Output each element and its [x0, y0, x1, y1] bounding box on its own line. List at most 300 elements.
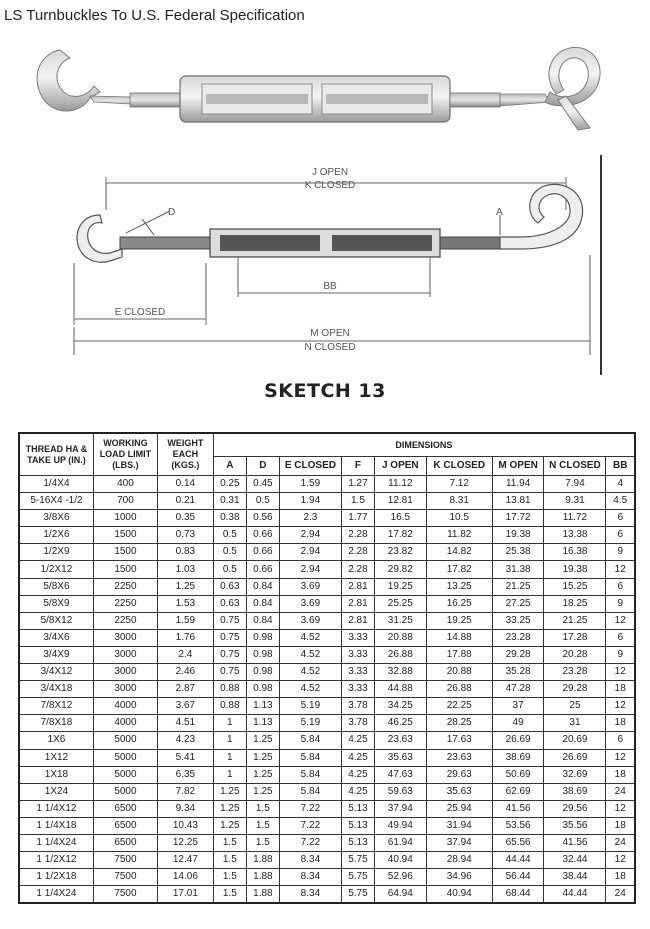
table-cell: 11.94 [492, 476, 544, 493]
table-cell: 0.83 [157, 544, 213, 561]
table-cell: 65.56 [492, 834, 544, 851]
table-cell: 12.25 [157, 834, 213, 851]
table-row [19, 646, 635, 663]
table-row [19, 732, 635, 749]
table-cell: 1/2X9 [19, 544, 93, 561]
table-cell: 11.72 [544, 510, 606, 527]
table-cell: 3000 [93, 646, 157, 663]
label-m-open: M OPEN [310, 328, 350, 339]
table-cell: 9 [606, 646, 635, 663]
table-cell: 0.98 [246, 629, 279, 646]
table-cell: 26.69 [544, 749, 606, 766]
table-cell: 7500 [93, 869, 157, 886]
table-cell: 0.5 [246, 493, 279, 510]
table-cell: 62.69 [492, 783, 544, 800]
table-cell: 23.28 [492, 629, 544, 646]
table-cell: 12 [606, 612, 635, 629]
table-cell: 2.94 [279, 544, 341, 561]
header-dim-col: K CLOSED [426, 457, 492, 476]
table-cell: 25.25 [374, 595, 426, 612]
table-cell: 31.94 [426, 817, 492, 834]
table-cell: 0.75 [213, 629, 246, 646]
table-cell: 1/2X6 [19, 527, 93, 544]
table-cell: 31.25 [374, 612, 426, 629]
table-cell: 2250 [93, 612, 157, 629]
table-cell: 38.69 [492, 749, 544, 766]
table-cell: 29.28 [492, 646, 544, 663]
table-cell: 7500 [93, 886, 157, 904]
table-cell: 6 [606, 578, 635, 595]
table-cell: 32.44 [544, 852, 606, 869]
table-cell: 24 [606, 783, 635, 800]
table-cell: 1.76 [157, 629, 213, 646]
table-cell: 18 [606, 817, 635, 834]
label-k-closed: K CLOSED [304, 180, 356, 191]
table-cell: 1 [213, 749, 246, 766]
table-cell: 11.82 [426, 527, 492, 544]
table-cell: 1.13 [246, 715, 279, 732]
table-cell: 31 [544, 715, 606, 732]
table-cell: 4.52 [279, 629, 341, 646]
table-cell: 21.25 [544, 612, 606, 629]
table-cell: 12 [606, 664, 635, 681]
header-dim-col: BB [606, 457, 635, 476]
table-cell: 3.69 [279, 578, 341, 595]
header-dim-col: N CLOSED [544, 457, 606, 476]
table-cell: 10.43 [157, 817, 213, 834]
table-cell: 22.25 [426, 698, 492, 715]
table-cell: 6.35 [157, 766, 213, 783]
table-cell: 23.28 [544, 664, 606, 681]
table-cell: 0.56 [246, 510, 279, 527]
table-cell: 3/4X6 [19, 629, 93, 646]
table-cell: 1.25 [213, 783, 246, 800]
table-cell: 3/4X9 [19, 646, 93, 663]
table-cell: 29.82 [374, 561, 426, 578]
table-cell: 0.66 [246, 561, 279, 578]
table-cell: 4.25 [341, 749, 374, 766]
table-row [19, 493, 635, 510]
table-cell: 4.23 [157, 732, 213, 749]
table-cell: 0.35 [157, 510, 213, 527]
table-cell: 0.21 [157, 493, 213, 510]
table-cell: 59.63 [374, 783, 426, 800]
table-cell: 14.88 [426, 629, 492, 646]
table-cell: 7.94 [544, 476, 606, 493]
table-cell: 18.25 [544, 595, 606, 612]
table-cell: 5.84 [279, 766, 341, 783]
table-cell: 7.82 [157, 783, 213, 800]
table-cell: 0.98 [246, 664, 279, 681]
table-cell: 3/4X18 [19, 681, 93, 698]
table-cell: 38.69 [544, 783, 606, 800]
table-cell: 1 [213, 766, 246, 783]
table-cell: 2250 [93, 578, 157, 595]
header-dimensions: DIMENSIONS [213, 433, 635, 457]
table-cell: 32.88 [374, 664, 426, 681]
table-row [19, 578, 635, 595]
table-cell: 2.81 [341, 612, 374, 629]
table-cell: 0.31 [213, 493, 246, 510]
table-cell: 25 [544, 698, 606, 715]
table-cell: 19.38 [492, 527, 544, 544]
table-cell: 1.5 [341, 493, 374, 510]
table-cell: 1 1/4X24 [19, 834, 93, 851]
table-cell: 37.94 [374, 800, 426, 817]
table-cell: 3000 [93, 629, 157, 646]
table-cell: 1.5 [246, 834, 279, 851]
table-cell: 40.94 [374, 852, 426, 869]
table-cell: 46.25 [374, 715, 426, 732]
table-cell: 0.66 [246, 527, 279, 544]
table-cell: 35.28 [492, 664, 544, 681]
table-row [19, 612, 635, 629]
table-cell: 29.56 [544, 800, 606, 817]
table-row [19, 595, 635, 612]
table-cell: 4.25 [341, 783, 374, 800]
table-cell: 37.94 [426, 834, 492, 851]
table-cell: 44.44 [492, 852, 544, 869]
table-cell: 5.84 [279, 783, 341, 800]
table-cell: 49.94 [374, 817, 426, 834]
table-cell: 1 1/2X18 [19, 869, 93, 886]
table-cell: 3000 [93, 681, 157, 698]
table-cell: 12 [606, 698, 635, 715]
table-cell: 17.28 [544, 629, 606, 646]
table-cell: 0.75 [213, 646, 246, 663]
table-cell: 1 1/4X18 [19, 817, 93, 834]
table-cell: 26.88 [374, 646, 426, 663]
table-cell: 17.82 [374, 527, 426, 544]
table-cell: 0.63 [213, 595, 246, 612]
table-cell: 2.4 [157, 646, 213, 663]
table-cell: 9 [606, 544, 635, 561]
table-row [19, 886, 635, 904]
table-cell: 23.82 [374, 544, 426, 561]
table-cell: 13.81 [492, 493, 544, 510]
table-cell: 35.63 [374, 749, 426, 766]
header-thread: THREAD HA & TAKE UP (IN.) [19, 433, 93, 476]
table-cell: 7/8X18 [19, 715, 93, 732]
table-cell: 4.5 [606, 493, 635, 510]
table-cell: 1X6 [19, 732, 93, 749]
table-cell: 10.5 [426, 510, 492, 527]
table-cell: 0.14 [157, 476, 213, 493]
table-cell: 52.96 [374, 869, 426, 886]
label-n-closed: N CLOSED [304, 342, 356, 353]
table-cell: 1.03 [157, 561, 213, 578]
table-cell: 4.52 [279, 646, 341, 663]
header-dim-col: J OPEN [374, 457, 426, 476]
dimension-diagram [30, 155, 610, 375]
table-cell: 2.87 [157, 681, 213, 698]
table-cell: 0.98 [246, 646, 279, 663]
table-cell: 5.13 [341, 817, 374, 834]
table-cell: 5/8X9 [19, 595, 93, 612]
table-cell: 5.41 [157, 749, 213, 766]
table-cell: 18 [606, 766, 635, 783]
table-cell: 0.88 [213, 698, 246, 715]
label-a: A [496, 207, 503, 218]
table-cell: 12.47 [157, 852, 213, 869]
sketch-label: SKETCH 13 [264, 380, 386, 402]
table-cell: 1.88 [246, 869, 279, 886]
table-cell: 9 [606, 595, 635, 612]
table-cell: 4.52 [279, 664, 341, 681]
table-cell: 1 1/4X12 [19, 800, 93, 817]
table-cell: 34.25 [374, 698, 426, 715]
table-cell: 26.69 [492, 732, 544, 749]
table-cell: 5000 [93, 732, 157, 749]
table-cell: 1.5 [213, 852, 246, 869]
table-cell: 12 [606, 852, 635, 869]
table-cell: 0.63 [213, 578, 246, 595]
table-cell: 0.75 [213, 612, 246, 629]
table-cell: 17.63 [426, 732, 492, 749]
table-cell: 1.88 [246, 886, 279, 904]
table-cell: 0.84 [246, 612, 279, 629]
table-cell: 6500 [93, 800, 157, 817]
table-cell: 9.31 [544, 493, 606, 510]
table-cell: 1.25 [213, 817, 246, 834]
table-cell: 47.28 [492, 681, 544, 698]
table-cell: 25.94 [426, 800, 492, 817]
table-cell: 1.25 [246, 749, 279, 766]
table-row [19, 510, 635, 527]
table-cell: 1.25 [246, 766, 279, 783]
table-cell: 41.56 [544, 834, 606, 851]
table-cell: 3.33 [341, 646, 374, 663]
table-row [19, 834, 635, 851]
table-cell: 3.78 [341, 715, 374, 732]
table-row [19, 766, 635, 783]
table-cell: 1 [213, 732, 246, 749]
table-cell: 0.88 [213, 681, 246, 698]
table-cell: 26.88 [426, 681, 492, 698]
table-cell: 400 [93, 476, 157, 493]
table-cell: 4.52 [279, 681, 341, 698]
table-cell: 0.98 [246, 681, 279, 698]
table-cell: 24 [606, 886, 635, 904]
table-cell: 53.56 [492, 817, 544, 834]
table-cell: 29.63 [426, 766, 492, 783]
table-cell: 4000 [93, 715, 157, 732]
table-cell: 5-16X4 -1/2 [19, 493, 93, 510]
table-cell: 44.88 [374, 681, 426, 698]
table-row [19, 715, 635, 732]
table-cell: 13.38 [544, 527, 606, 544]
table-cell: 1.25 [246, 732, 279, 749]
table-cell: 3/4X12 [19, 664, 93, 681]
table-cell: 700 [93, 493, 157, 510]
table-cell: 12 [606, 749, 635, 766]
table-cell: 5000 [93, 749, 157, 766]
table-cell: 2.46 [157, 664, 213, 681]
page-title: LS Turnbuckles To U.S. Federal Specification [4, 7, 305, 24]
table-cell: 37 [492, 698, 544, 715]
table-cell: 5.84 [279, 749, 341, 766]
table-row [19, 476, 635, 493]
table-row [19, 561, 635, 578]
table-row [19, 681, 635, 698]
table-cell: 1.53 [157, 595, 213, 612]
table-cell: 1.59 [279, 476, 341, 493]
table-cell: 1000 [93, 510, 157, 527]
table-cell: 61.94 [374, 834, 426, 851]
table-cell: 9.34 [157, 800, 213, 817]
table-cell: 0.25 [213, 476, 246, 493]
table-cell: 2.28 [341, 561, 374, 578]
header-dim-col: M OPEN [492, 457, 544, 476]
table-cell: 1.5 [213, 834, 246, 851]
table-cell: 68.44 [492, 886, 544, 904]
table-cell: 2.3 [279, 510, 341, 527]
table-cell: 1 1/2X12 [19, 852, 93, 869]
table-cell: 8.31 [426, 493, 492, 510]
table-cell: 5.13 [341, 834, 374, 851]
table-cell: 17.01 [157, 886, 213, 904]
table-row [19, 698, 635, 715]
table-cell: 5000 [93, 766, 157, 783]
table-cell: 23.63 [426, 749, 492, 766]
table-cell: 1.88 [246, 852, 279, 869]
header-dim-col: D [246, 457, 279, 476]
table-cell: 0.84 [246, 578, 279, 595]
table-row [19, 852, 635, 869]
table-cell: 1.13 [246, 698, 279, 715]
table-cell: 1/4X4 [19, 476, 93, 493]
table-cell: 50.69 [492, 766, 544, 783]
table-cell: 6 [606, 629, 635, 646]
table-cell: 13.25 [426, 578, 492, 595]
table-cell: 1500 [93, 527, 157, 544]
table-cell: 19.38 [544, 561, 606, 578]
table-cell: 40.94 [426, 886, 492, 904]
table-cell: 1.25 [246, 783, 279, 800]
table-cell: 11.12 [374, 476, 426, 493]
table-cell: 1.5 [213, 886, 246, 904]
table-cell: 0.45 [246, 476, 279, 493]
table-cell: 0.75 [213, 664, 246, 681]
table-cell: 1 1/4X24 [19, 886, 93, 904]
table-cell: 28.25 [426, 715, 492, 732]
table-cell: 41.56 [492, 800, 544, 817]
table-cell: 4 [606, 476, 635, 493]
table-cell: 2.28 [341, 527, 374, 544]
table-cell: 33.25 [492, 612, 544, 629]
table-cell: 3.33 [341, 681, 374, 698]
table-cell: 1X18 [19, 766, 93, 783]
table-cell: 31.38 [492, 561, 544, 578]
table-cell: 23.63 [374, 732, 426, 749]
table-cell: 2250 [93, 595, 157, 612]
table-cell: 35.56 [544, 817, 606, 834]
table-row [19, 527, 635, 544]
table-cell: 0.66 [246, 544, 279, 561]
table-cell: 5.13 [341, 800, 374, 817]
table-cell: 47.63 [374, 766, 426, 783]
table-cell: 17.88 [426, 646, 492, 663]
table-cell: 18 [606, 681, 635, 698]
table-cell: 49 [492, 715, 544, 732]
table-cell: 1.59 [157, 612, 213, 629]
table-cell: 20.88 [374, 629, 426, 646]
table-cell: 35.63 [426, 783, 492, 800]
table-cell: 4.25 [341, 732, 374, 749]
table-cell: 0.5 [213, 544, 246, 561]
table-cell: 1.77 [341, 510, 374, 527]
table-cell: 25.38 [492, 544, 544, 561]
header-weight: WEIGHT EACH (KGS.) [157, 433, 213, 476]
table-cell: 1.27 [341, 476, 374, 493]
table-cell: 1X24 [19, 783, 93, 800]
table-cell: 6 [606, 527, 635, 544]
table-cell: 0.73 [157, 527, 213, 544]
table-cell: 3.33 [341, 664, 374, 681]
table-cell: 18 [606, 869, 635, 886]
table-row [19, 783, 635, 800]
table-cell: 2.94 [279, 561, 341, 578]
header-dim-col: E CLOSED [279, 457, 341, 476]
table-cell: 4000 [93, 698, 157, 715]
table-cell: 27.25 [492, 595, 544, 612]
table-cell: 8.34 [279, 886, 341, 904]
table-cell: 1.5 [213, 869, 246, 886]
table-cell: 14.82 [426, 544, 492, 561]
table-cell: 20.69 [544, 732, 606, 749]
table-row [19, 869, 635, 886]
table-cell: 12.81 [374, 493, 426, 510]
table-cell: 7.12 [426, 476, 492, 493]
table-cell: 16.5 [374, 510, 426, 527]
table-cell: 5.75 [341, 852, 374, 869]
table-cell: 16.38 [544, 544, 606, 561]
header-dim-col: F [341, 457, 374, 476]
table-cell: 28.94 [426, 852, 492, 869]
table-cell: 12 [606, 561, 635, 578]
table-cell: 3/8X6 [19, 510, 93, 527]
table-cell: 2.81 [341, 595, 374, 612]
table-row [19, 664, 635, 681]
table-cell: 64.94 [374, 886, 426, 904]
table-cell: 7.22 [279, 817, 341, 834]
table-cell: 1.5 [246, 817, 279, 834]
table-cell: 4.25 [341, 766, 374, 783]
table-cell: 7/8X12 [19, 698, 93, 715]
table-cell: 5.75 [341, 869, 374, 886]
table-cell: 7.22 [279, 834, 341, 851]
table-cell: 17.82 [426, 561, 492, 578]
table-cell: 56.44 [492, 869, 544, 886]
table-row [19, 817, 635, 834]
table-cell: 6 [606, 510, 635, 527]
table-cell: 5000 [93, 783, 157, 800]
table-cell: 1.94 [279, 493, 341, 510]
table-cell: 3.69 [279, 595, 341, 612]
table-cell: 21.25 [492, 578, 544, 595]
table-cell: 2.94 [279, 527, 341, 544]
table-cell: 1.5 [246, 800, 279, 817]
spec-table [18, 432, 636, 904]
turnbuckle-photo [30, 40, 610, 150]
table-cell: 3.69 [279, 612, 341, 629]
table-cell: 3.78 [341, 698, 374, 715]
table-cell: 3.33 [341, 629, 374, 646]
table-cell: 38.44 [544, 869, 606, 886]
label-j-open: J OPEN [311, 167, 349, 178]
table-row [19, 544, 635, 561]
table-cell: 29.28 [544, 681, 606, 698]
